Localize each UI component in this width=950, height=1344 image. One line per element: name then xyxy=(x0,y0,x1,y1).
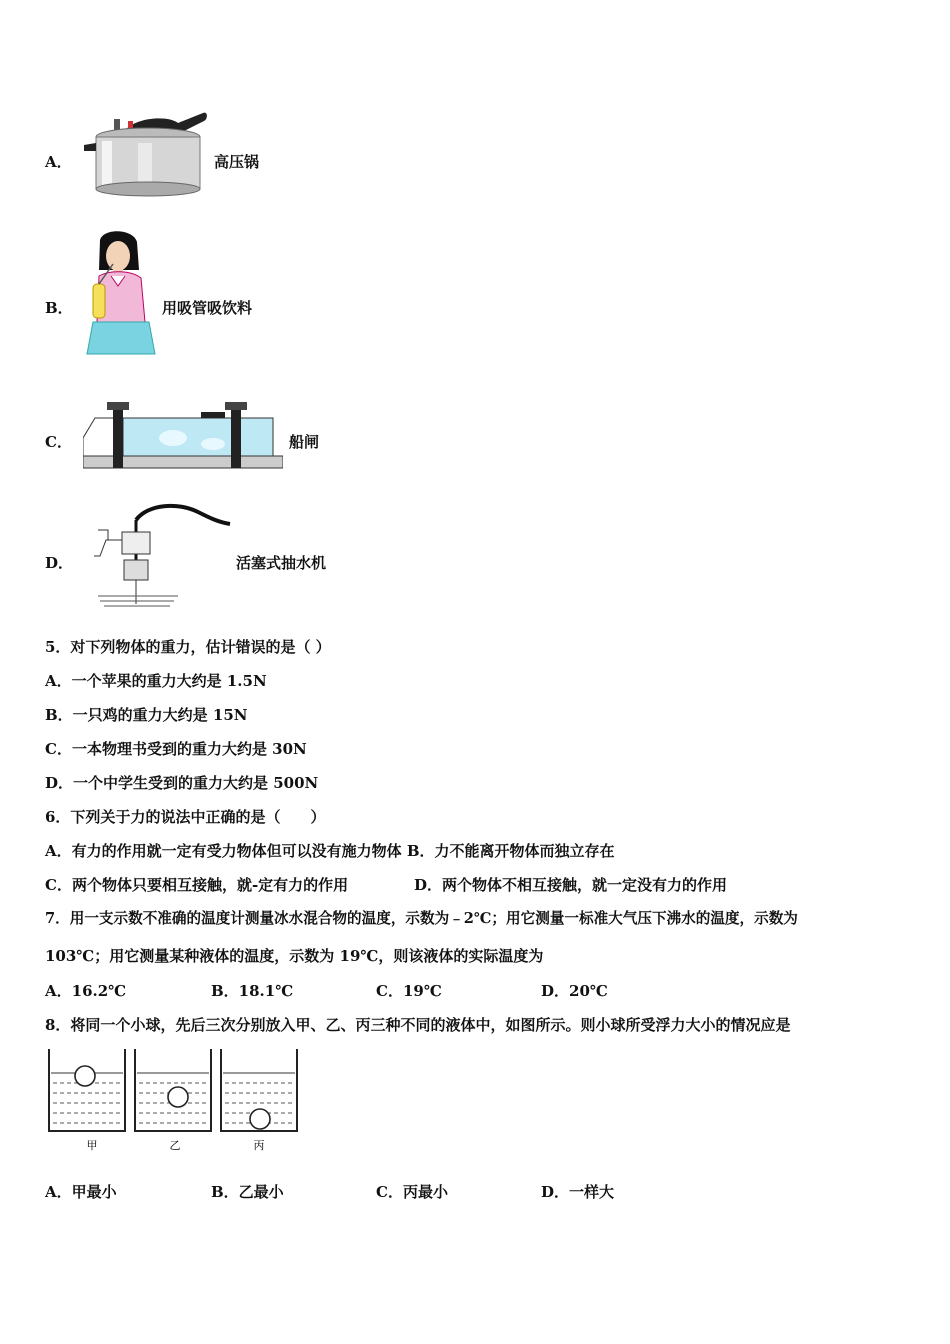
q7-option-c: C．19℃ xyxy=(376,982,442,1000)
q5-option-a: A．一个苹果的重力大约是 1.5N xyxy=(45,672,267,690)
q4-option-c-letter: C． xyxy=(45,433,72,451)
beaker-label-jia: 甲 xyxy=(86,1139,98,1152)
q5-option-c: C．一本物理书受到的重力大约是 30N xyxy=(45,740,307,758)
q4-option-d-label: 活塞式抽水机 xyxy=(236,554,327,572)
pressure-cooker-icon xyxy=(78,105,208,200)
q4-option-c-label: 船闸 xyxy=(289,433,320,451)
q5-stem: 5．对下列物体的重力，估计错误的是（ ） xyxy=(45,638,331,656)
q7-stem-line2: 103℃；用它测量某种液体的温度，示数为 19℃，则该液体的实际温度为 xyxy=(45,947,544,965)
q6-option-c: C．两个物体只要相互接触，就-定有力的作用 xyxy=(45,876,349,894)
beaker-yi xyxy=(135,1049,211,1131)
q8-option-c: C．丙最小 xyxy=(376,1183,448,1201)
q8-option-b: B．乙最小 xyxy=(211,1183,284,1201)
q7-stem-line1: 7．用一支示数不准确的温度计测量冰水混合物的温度，示数为﹣2℃；用它测量一标准大气压下沸水的温度，示数为 xyxy=(45,910,798,927)
q8-option-d: D．一样大 xyxy=(541,1183,615,1201)
q6-options-ab: A．有力的作用就一定有受力物体但可以没有施力物体 B．力不能离开物体而独立存在 xyxy=(45,842,615,860)
three-beakers-figure xyxy=(45,1045,307,1155)
piston-pump-icon xyxy=(78,500,233,610)
beaker-jia xyxy=(49,1049,125,1131)
q7-option-a: A．16.2℃ xyxy=(45,982,127,1000)
beaker-bing xyxy=(221,1049,297,1131)
q5-option-d: D．一个中学生受到的重力大约是 500N xyxy=(45,774,319,792)
girl-drinking-straw-icon xyxy=(85,230,160,358)
q7-option-b: B．18.1℃ xyxy=(211,982,294,1000)
ship-lock-icon xyxy=(83,398,283,476)
q4-option-b-label: 用吸管吸饮料 xyxy=(162,299,253,317)
q5-option-b: B．一只鸡的重力大约是 15N xyxy=(45,706,248,724)
beaker-label-yi: 乙 xyxy=(169,1139,181,1152)
q8-option-a: A．甲最小 xyxy=(45,1183,117,1201)
q7-option-d: D．20℃ xyxy=(541,982,608,1000)
q4-option-a-letter: A． xyxy=(45,153,72,171)
q6-stem: 6．下列关于力的说法中正确的是（ ） xyxy=(45,808,326,826)
q6-option-d: D．两个物体不相互接触，就一定没有力的作用 xyxy=(414,876,728,894)
q4-option-a-label: 高压锅 xyxy=(214,153,260,171)
beaker-label-bing: 丙 xyxy=(253,1139,265,1152)
q8-stem: 8．将同一个小球，先后三次分别放入甲、乙、丙三种不同的液体中，如图所示。则小球所受浮力大小的情况应是 xyxy=(45,1016,791,1034)
q4-option-d-letter: D． xyxy=(45,554,74,572)
q4-option-b-letter: B． xyxy=(45,299,73,317)
